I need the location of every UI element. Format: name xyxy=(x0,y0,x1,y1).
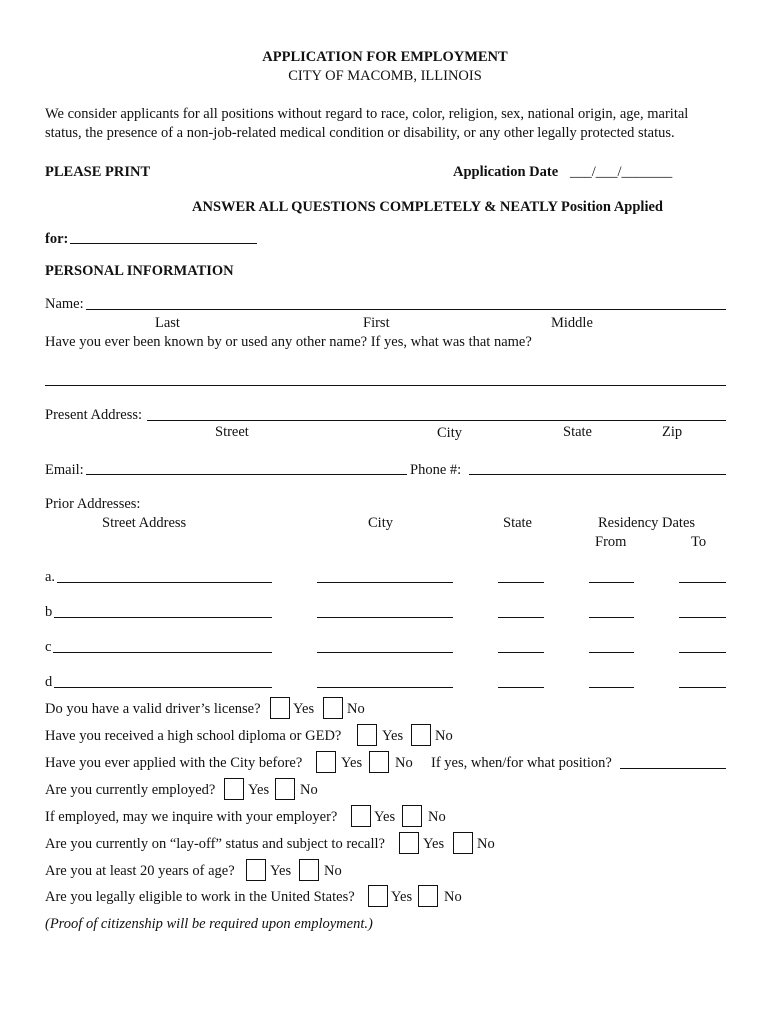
personal-information-heading: PERSONAL INFORMATION xyxy=(45,263,234,279)
prior-city-field[interactable] xyxy=(317,582,453,583)
yes-label: Yes xyxy=(248,782,270,798)
prior-street-column-header: Street Address xyxy=(102,515,187,531)
currently-employed-question: Are you currently employed? xyxy=(45,782,216,798)
applied-before-position-field[interactable] xyxy=(620,768,726,769)
prior-city-column-header: City xyxy=(368,515,393,531)
applied-before-no-checkbox[interactable] xyxy=(369,751,389,773)
prior-street-field[interactable] xyxy=(57,582,272,583)
drivers-license-question: Do you have a valid driver’s license? xyxy=(45,701,261,717)
address-street-caption: Street xyxy=(215,424,249,440)
age-yes-checkbox[interactable] xyxy=(246,859,266,881)
form-title: APPLICATION FOR EMPLOYMENT xyxy=(262,49,508,65)
present-address-field[interactable] xyxy=(147,420,726,421)
prior-state-field[interactable] xyxy=(498,617,544,618)
address-city-caption: City xyxy=(437,425,462,441)
inquire-employer-no-checkbox[interactable] xyxy=(402,805,422,827)
prior-city-field[interactable] xyxy=(317,617,453,618)
no-label: No xyxy=(347,701,365,717)
phone-field[interactable] xyxy=(469,474,726,475)
name-field[interactable] xyxy=(86,309,726,310)
citizenship-proof-note: (Proof of citizenship will be required upon employment.) xyxy=(45,916,373,932)
prior-state-column-header: State xyxy=(503,515,532,531)
yes-label: Yes xyxy=(341,755,363,771)
prior-street-field[interactable] xyxy=(53,652,272,653)
applied-before-followup-label: If yes, when/for what position? xyxy=(431,755,612,771)
work-eligibility-no-checkbox[interactable] xyxy=(418,885,438,907)
prior-city-field[interactable] xyxy=(317,652,453,653)
prior-to-field[interactable] xyxy=(679,687,726,688)
prior-from-field[interactable] xyxy=(589,617,634,618)
diploma-no-checkbox[interactable] xyxy=(411,724,431,746)
work-eligibility-yes-checkbox[interactable] xyxy=(368,885,388,907)
layoff-status-question: Are you currently on “lay-off” status and subject to recall? xyxy=(45,836,385,852)
answer-all-heading: ANSWER ALL QUESTIONS COMPLETELY & NEATLY Position Applied xyxy=(192,199,663,215)
application-date-field[interactable]: ___/___/_______ xyxy=(570,164,673,180)
prior-row-label: b xyxy=(45,604,53,620)
prior-to-field[interactable] xyxy=(679,652,726,653)
yes-label: Yes xyxy=(374,809,396,825)
prior-street-field[interactable] xyxy=(54,617,272,618)
no-label: No xyxy=(395,755,413,771)
please-print-label: PLEASE PRINT xyxy=(45,164,151,180)
layoff-status-no-checkbox[interactable] xyxy=(453,832,473,854)
drivers-license-yes-checkbox[interactable] xyxy=(270,697,290,719)
name-label: Name: xyxy=(45,296,84,312)
age-question: Are you at least 20 years of age? xyxy=(45,863,235,879)
prior-residency-column-header: Residency Dates xyxy=(598,515,696,531)
yes-label: Yes xyxy=(293,701,315,717)
other-name-field[interactable] xyxy=(45,385,726,386)
present-address-label: Present Address: xyxy=(45,407,143,423)
form-subtitle: CITY OF MACOMB, ILLINOIS xyxy=(288,68,482,84)
name-middle-caption: Middle xyxy=(551,315,593,331)
age-no-checkbox[interactable] xyxy=(299,859,319,881)
prior-state-field[interactable] xyxy=(498,652,544,653)
inquire-employer-yes-checkbox[interactable] xyxy=(351,805,371,827)
work-eligibility-question: Are you legally eligible to work in the United States? xyxy=(45,889,355,905)
prior-addresses-label: Prior Addresses: xyxy=(45,496,141,512)
prior-from-column-header: From xyxy=(595,534,627,550)
prior-from-field[interactable] xyxy=(589,652,634,653)
no-label: No xyxy=(300,782,318,798)
no-label: No xyxy=(477,836,495,852)
eeo-statement-line2: status, the presence of a non-job-related medical condition or disability, or any other legally protected status. xyxy=(45,125,675,141)
layoff-status-yes-checkbox[interactable] xyxy=(399,832,419,854)
eeo-statement-line1: We consider applicants for all positions without regard to race, color, religion, sex, national origin, age, marital xyxy=(45,106,689,122)
address-zip-caption: Zip xyxy=(662,424,683,440)
prior-city-field[interactable] xyxy=(317,687,453,688)
prior-street-field[interactable] xyxy=(54,687,272,688)
no-label: No xyxy=(324,863,342,879)
yes-label: Yes xyxy=(423,836,445,852)
email-label: Email: xyxy=(45,462,84,478)
no-label: No xyxy=(444,889,462,905)
application-date-label: Application Date xyxy=(453,164,559,180)
prior-to-field[interactable] xyxy=(679,582,726,583)
inquire-employer-question: If employed, may we inquire with your employer? xyxy=(45,809,338,825)
applied-before-yes-checkbox[interactable] xyxy=(316,751,336,773)
diploma-yes-checkbox[interactable] xyxy=(357,724,377,746)
prior-to-column-header: To xyxy=(691,534,707,550)
prior-row-label: a. xyxy=(45,569,56,585)
prior-state-field[interactable] xyxy=(498,582,544,583)
yes-label: Yes xyxy=(391,889,413,905)
prior-from-field[interactable] xyxy=(589,582,634,583)
email-field[interactable] xyxy=(86,474,407,475)
drivers-license-no-checkbox[interactable] xyxy=(323,697,343,719)
yes-label: Yes xyxy=(270,863,292,879)
prior-from-field[interactable] xyxy=(589,687,634,688)
prior-row-label: d xyxy=(45,674,53,690)
yes-label: Yes xyxy=(382,728,404,744)
prior-to-field[interactable] xyxy=(679,617,726,618)
phone-label: Phone #: xyxy=(410,462,462,478)
currently-employed-yes-checkbox[interactable] xyxy=(224,778,244,800)
name-last-caption: Last xyxy=(155,315,180,331)
name-first-caption: First xyxy=(363,315,390,331)
other-name-question: Have you ever been known by or used any other name? If yes, what was that name? xyxy=(45,334,532,350)
applied-before-question: Have you ever applied with the City before? xyxy=(45,755,303,771)
diploma-question: Have you received a high school diploma or GED? xyxy=(45,728,342,744)
position-applied-for-label: for: xyxy=(45,231,69,247)
address-state-caption: State xyxy=(563,424,592,440)
prior-row-label: c xyxy=(45,639,52,655)
no-label: No xyxy=(435,728,453,744)
currently-employed-no-checkbox[interactable] xyxy=(275,778,295,800)
no-label: No xyxy=(428,809,446,825)
prior-state-field[interactable] xyxy=(498,687,544,688)
position-applied-field[interactable] xyxy=(70,243,257,244)
